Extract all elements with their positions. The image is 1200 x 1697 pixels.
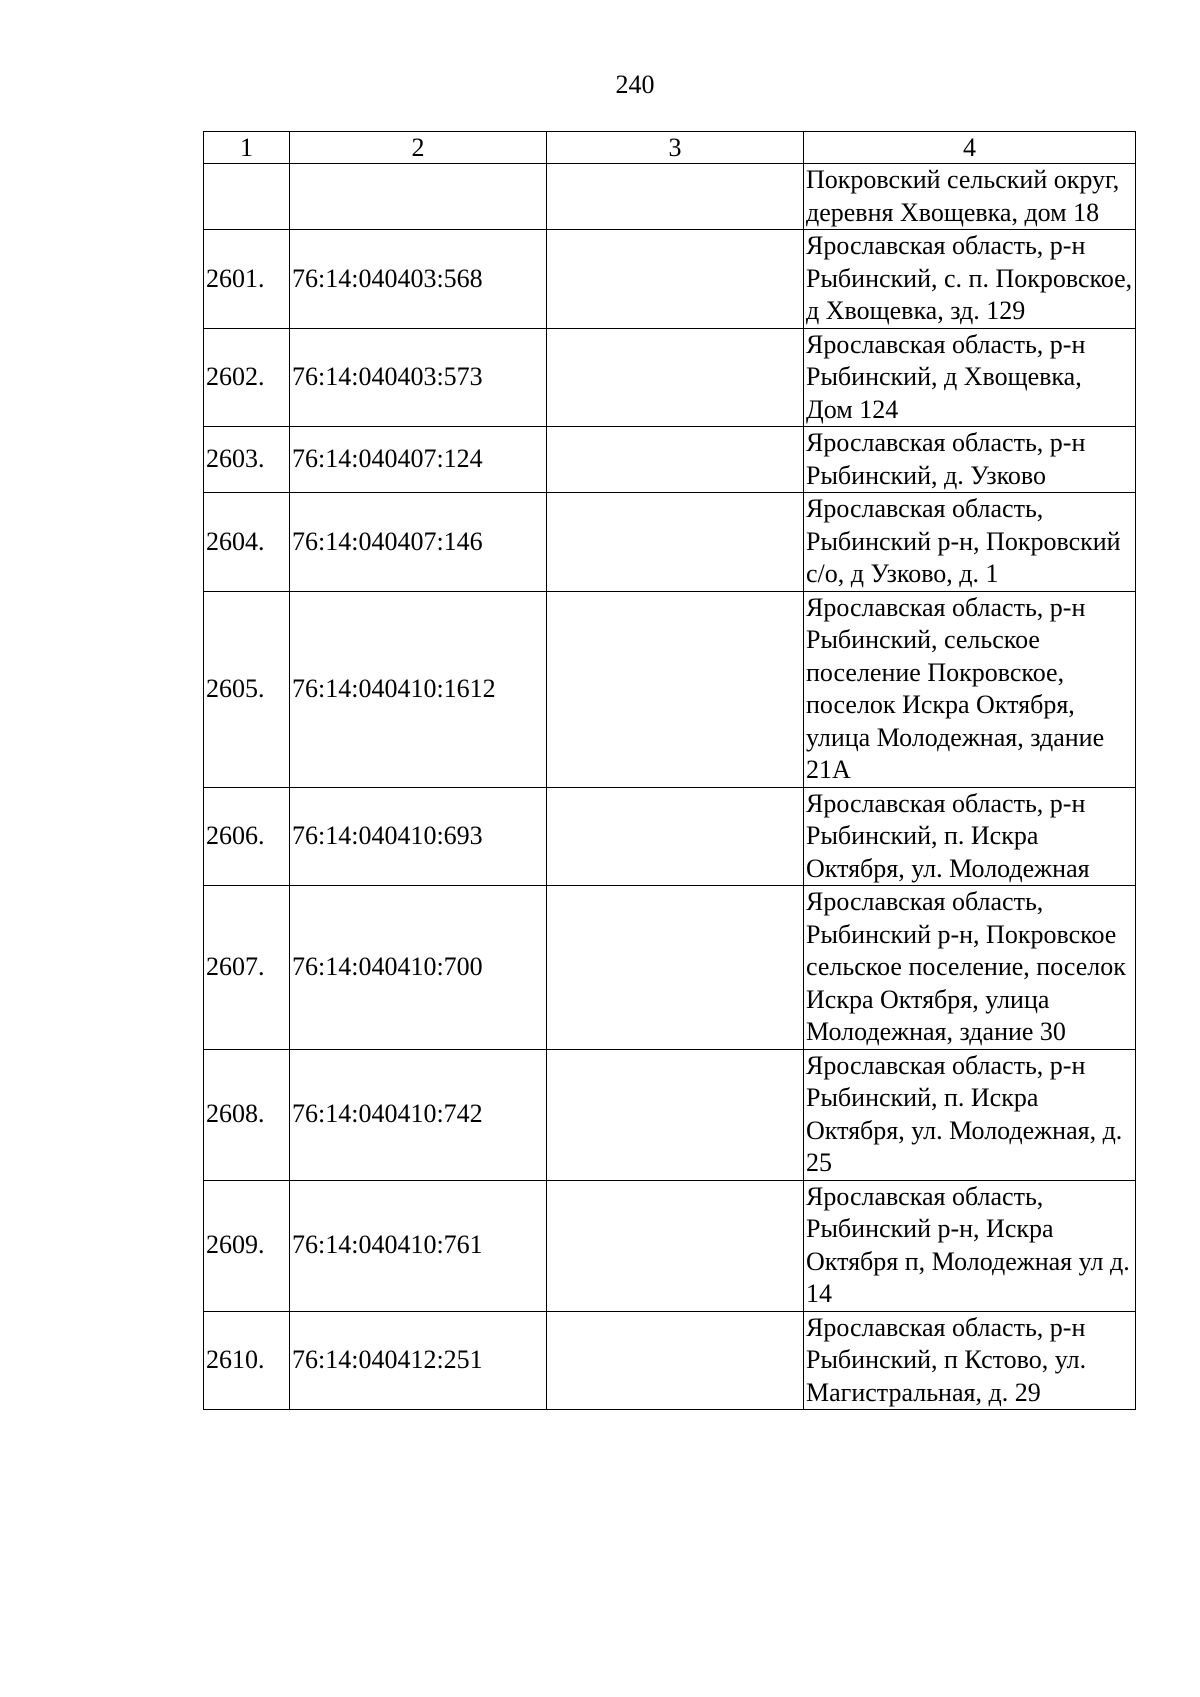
address: Ярославская область, р-н Рыбинский, п. Искра Октября, ул. Молодежная, д. 25 xyxy=(804,1049,1136,1180)
column-header-3: 3 xyxy=(547,132,804,164)
table-row xyxy=(204,1311,1136,1410)
table-header-row xyxy=(204,132,1136,164)
cadastral-number xyxy=(290,164,547,230)
column-header-4: 4 xyxy=(804,132,1136,164)
address: Ярославская область, р-н Рыбинский, п Кстово, ул. Магистральная, д. 29 xyxy=(804,1311,1136,1410)
row-number: 2606. xyxy=(204,787,290,886)
row-number: 2602. xyxy=(204,328,290,427)
column-3-cell xyxy=(547,1049,804,1180)
column-3-cell xyxy=(547,328,804,427)
cadastral-number: 76:14:040410:742 xyxy=(290,1049,547,1180)
row-number: 2607. xyxy=(204,886,290,1050)
address: Ярославская область, р-н Рыбинский, д. Узково xyxy=(804,427,1136,493)
column-3-cell xyxy=(547,1311,804,1410)
column-3-cell xyxy=(547,164,804,230)
table-row xyxy=(204,164,1136,230)
cadastral-number: 76:14:040412:251 xyxy=(290,1311,547,1410)
table-row xyxy=(204,787,1136,886)
row-number: 2608. xyxy=(204,1049,290,1180)
table-row xyxy=(204,328,1136,427)
address: Ярославская область, Рыбинский р-н, Покровский с/о, д Узково, д. 1 xyxy=(804,493,1136,592)
address: Ярославская область, р-н Рыбинский, сельское поселение Покровское, поселок Искра Октября, улица Молодежная, здание 21А xyxy=(804,591,1136,787)
table-row xyxy=(204,493,1136,592)
address: Ярославская область, р-н Рыбинский, с. п. Покровское, д Хвощевка, зд. 129 xyxy=(804,230,1136,329)
column-header-2: 2 xyxy=(290,132,547,164)
table-row xyxy=(204,230,1136,329)
column-3-cell xyxy=(547,787,804,886)
page-number: 240 xyxy=(615,70,655,99)
row-number: 2603. xyxy=(204,427,290,493)
table-row xyxy=(204,427,1136,493)
cadastral-number: 76:14:040403:573 xyxy=(290,328,547,427)
cadastral-number: 76:14:040410:693 xyxy=(290,787,547,886)
address: Ярославская область, р-н Рыбинский, д Хвощевка, Дом 124 xyxy=(804,328,1136,427)
address: Ярославская область, Рыбинский р-н, Покровское сельское поселение, поселок Искра Октября, улица Молодежная, здание 30 xyxy=(804,886,1136,1050)
column-header-1: 1 xyxy=(204,132,290,164)
cadastral-number: 76:14:040410:700 xyxy=(290,886,547,1050)
row-number: 2610. xyxy=(204,1311,290,1410)
row-number: 2601. xyxy=(204,230,290,329)
address: Покровский сельский округ, деревня Хвощевка, дом 18 xyxy=(804,164,1136,230)
row-number: 2604. xyxy=(204,493,290,592)
column-3-cell xyxy=(547,886,804,1050)
row-number: 2605. xyxy=(204,591,290,787)
column-3-cell xyxy=(547,427,804,493)
table-row xyxy=(204,1049,1136,1180)
table-row xyxy=(204,886,1136,1050)
row-number xyxy=(204,164,290,230)
registry-table xyxy=(203,131,1136,1410)
cadastral-number: 76:14:040407:146 xyxy=(290,493,547,592)
cadastral-number: 76:14:040407:124 xyxy=(290,427,547,493)
address: Ярославская область, Рыбинский р-н, Искра Октября п, Молодежная ул д. 14 xyxy=(804,1180,1136,1311)
row-number: 2609. xyxy=(204,1180,290,1311)
column-3-cell xyxy=(547,230,804,329)
cadastral-number: 76:14:040410:1612 xyxy=(290,591,547,787)
column-3-cell xyxy=(547,591,804,787)
column-3-cell xyxy=(547,1180,804,1311)
table-row xyxy=(204,591,1136,787)
column-3-cell xyxy=(547,493,804,592)
address: Ярославская область, р-н Рыбинский, п. Искра Октября, ул. Молодежная xyxy=(804,787,1136,886)
cadastral-number: 76:14:040410:761 xyxy=(290,1180,547,1311)
table-row xyxy=(204,1180,1136,1311)
cadastral-number: 76:14:040403:568 xyxy=(290,230,547,329)
